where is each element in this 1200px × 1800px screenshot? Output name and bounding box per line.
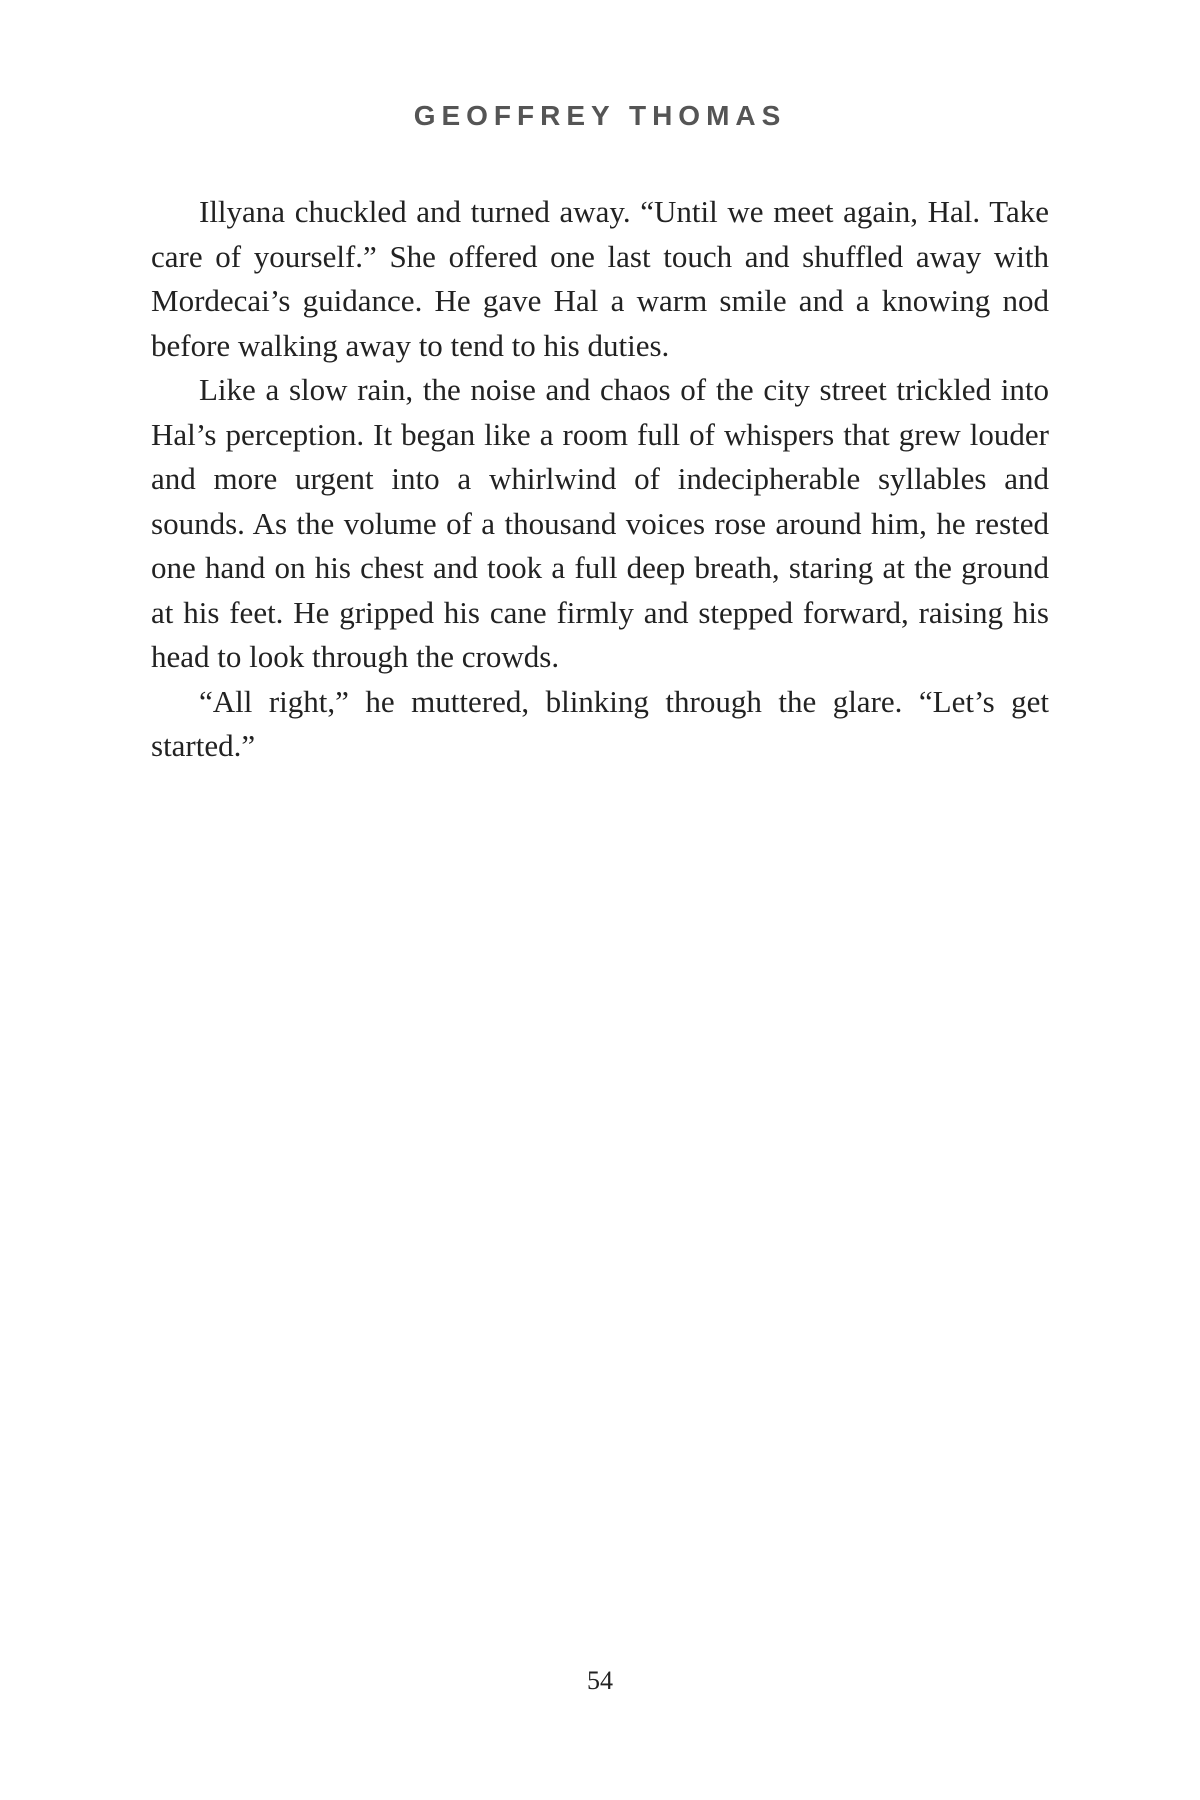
paragraph-1: Illyana chuckled and turned away. “Until we meet again, Hal. Take care of yourself.” She offered one last touch and shuffled away with Mordecai’s guidance. He gave Hal a warm smile and a knowing nod before walking away to tend to his duties.: [151, 194, 1049, 363]
page-number: 54: [587, 1666, 613, 1695]
running-head-author: GEOFFREY THOMAS: [413, 100, 787, 131]
body-text: [151, 190, 1049, 769]
paragraph-2: Like a slow rain, the noise and chaos of the city street trickled into Hal’s perception. It began like a room full of whispers that grew louder and more urgent into a whirlwind of indecipherable syllables and sounds. As the volume of a thousand voices rose around him, he rested one hand on his chest and took a full deep breath, staring at the ground at his feet. He gripped his cane firmly and stepped forward, raising his head to look through the crowds.: [151, 372, 1049, 674]
paragraph-3: “All right,” he muttered, blinking through the glare. “Let’s get started.”: [151, 683, 1049, 763]
